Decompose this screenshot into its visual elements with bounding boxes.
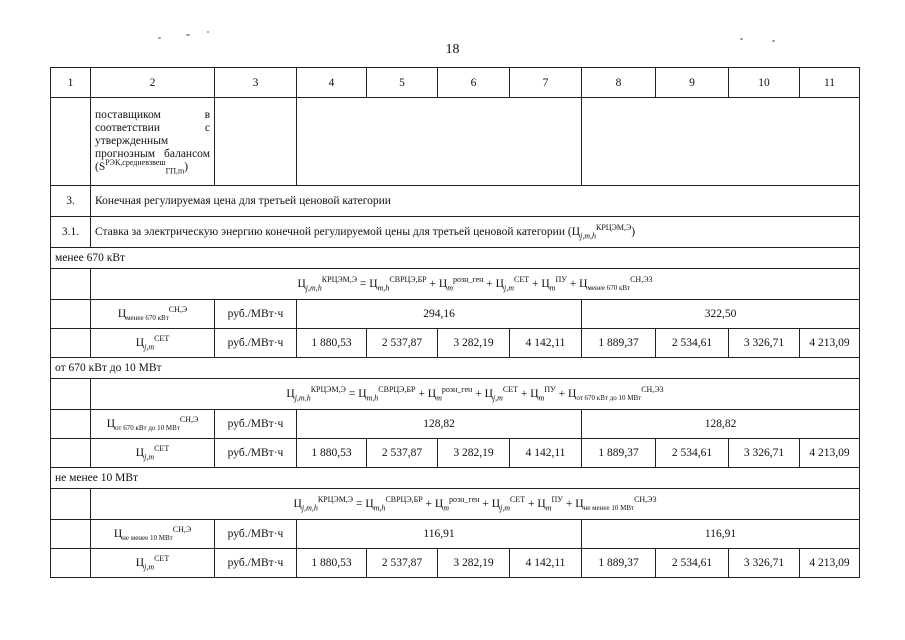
continuation-sup: РЭК,средневзвеш bbox=[105, 158, 166, 168]
symbol-sup: СЕТ bbox=[154, 554, 170, 564]
value-cell: 1 889,37 bbox=[582, 439, 656, 468]
group-label: от 670 кВт до 10 МВт bbox=[51, 358, 860, 379]
symbol-sub: j,m,h bbox=[294, 393, 311, 403]
symbol-sub: j,m bbox=[144, 452, 155, 462]
symbol-glyph: Ц bbox=[297, 278, 306, 290]
section-3-row bbox=[51, 186, 860, 217]
scan-speck bbox=[186, 34, 190, 36]
symbol-sup: СН,Э bbox=[634, 495, 653, 505]
footnote-mark: 3 bbox=[652, 495, 657, 505]
symbol-sub: j,m bbox=[492, 393, 503, 403]
symbol-sup: ПУ bbox=[551, 495, 563, 505]
value-cell: 128,82 bbox=[297, 410, 582, 439]
value-cell: 2 534,61 bbox=[656, 549, 729, 578]
symbol-sup: ПУ bbox=[555, 275, 567, 285]
symbol-sup: СН,Э bbox=[172, 525, 192, 535]
price-symbol bbox=[113, 525, 192, 542]
symbol-glyph: Ц bbox=[113, 528, 123, 540]
price-symbol bbox=[491, 495, 526, 513]
symbol-sup: КРЦЭМ,Э bbox=[321, 275, 358, 285]
symbol-sup: СЕТ bbox=[154, 334, 170, 344]
value-cell: 3 326,71 bbox=[729, 439, 800, 468]
formula: $Ц_{j,m,h}^{КРЦЭМ,Э} = Ц_{m,h}^{СВРЦЭ,БР} + Ц_m^{розн\_ген} + Ц_{j,m}^{СЕТ} + Ц_m^{ПУ} + Ц_{от 670 кВт до 10 МВт}^{СН,Э3}$ bbox=[91, 379, 860, 410]
symbol-sub: m bbox=[538, 393, 545, 403]
price-symbol bbox=[365, 495, 423, 513]
price-symbol bbox=[434, 495, 480, 513]
symbol-glyph: Ц bbox=[117, 308, 127, 320]
empty-cell bbox=[215, 98, 297, 186]
group-label: не менее 10 МВт bbox=[51, 468, 860, 489]
value-cell: 294,16 bbox=[297, 300, 582, 329]
price-symbol bbox=[106, 415, 199, 432]
value-cell: 1 880,53 bbox=[297, 549, 367, 578]
symbol-glyph: Ц bbox=[135, 447, 145, 459]
sn-row bbox=[51, 520, 860, 549]
set-row bbox=[51, 329, 860, 358]
symbol-sub: m bbox=[549, 283, 556, 293]
symbol-sup: СВРЦЭ,БР bbox=[378, 385, 416, 395]
row-symbol bbox=[91, 439, 215, 468]
value-cell: 4 213,09 bbox=[800, 439, 860, 468]
symbol-glyph: Ц bbox=[568, 388, 577, 400]
unit-cell: руб./МВт·ч bbox=[215, 300, 297, 329]
section-number: 3. bbox=[51, 186, 91, 217]
price-symbol bbox=[369, 275, 427, 293]
value-cell: 1 880,53 bbox=[297, 329, 367, 358]
symbol-sup: розн_ген bbox=[452, 275, 484, 285]
empty-cell bbox=[51, 439, 91, 468]
group-label-row bbox=[51, 248, 860, 269]
symbol-sup: СЕТ bbox=[502, 385, 518, 395]
section-3-1-row bbox=[51, 217, 860, 248]
groups-body bbox=[51, 248, 860, 578]
group-label-row bbox=[51, 358, 860, 379]
footnote-mark: 3 bbox=[659, 385, 664, 395]
symbol-sup: СН,Э bbox=[168, 305, 188, 315]
formula-row bbox=[51, 489, 860, 520]
unit-cell: руб./МВт·ч bbox=[215, 439, 297, 468]
column-number-cell: 11 bbox=[800, 68, 860, 98]
symbol-sup: КРЦЭМ,Э bbox=[310, 385, 346, 395]
symbol-glyph: Ц bbox=[491, 498, 501, 510]
symbol-sub: от 670 кВт до 10 МВт bbox=[576, 394, 642, 402]
value-cell: 2 534,61 bbox=[656, 329, 729, 358]
group-label: менее 670 кВт bbox=[51, 248, 860, 269]
column-number-cell: 4 bbox=[297, 68, 367, 98]
symbol-sub: m bbox=[447, 283, 453, 293]
symbol-glyph: Ц bbox=[575, 498, 584, 510]
column-number-cell: 1 bbox=[51, 68, 91, 98]
symbol-glyph: Ц bbox=[369, 278, 378, 290]
price-symbol bbox=[575, 495, 653, 512]
formula: $Ц_{j,m,h}^{КРЦЭМ,Э} = Ц_{m,h}^{СВРЦЭ,БР} + Ц_m^{розн\_ген} + Ц_{j,m}^{СЕТ} + Ц_m^{ПУ} + Ц_{не менее 10 МВт}^{СН,Э3}$ bbox=[91, 489, 860, 520]
symbol-sub: не менее 10 МВт bbox=[122, 534, 173, 542]
symbol-sub: m,h bbox=[377, 283, 390, 293]
value-cell: 2 537,87 bbox=[367, 329, 438, 358]
symbol-glyph: Ц bbox=[135, 557, 145, 569]
row-symbol bbox=[91, 300, 215, 329]
column-number-row bbox=[51, 68, 860, 98]
value-cell: 3 282,19 bbox=[438, 549, 510, 578]
symbol-sup: розн_ген bbox=[449, 495, 480, 505]
price-symbol bbox=[541, 275, 567, 293]
group-label-row bbox=[51, 468, 860, 489]
value-cell: 4 142,11 bbox=[510, 329, 582, 358]
symbol-sub: менее 670 кВт bbox=[587, 284, 631, 292]
column-number-cell: 6 bbox=[438, 68, 510, 98]
symbol-sup: СЕТ bbox=[513, 275, 530, 285]
price-symbol bbox=[293, 495, 354, 513]
sn-row bbox=[51, 300, 860, 329]
set-row bbox=[51, 549, 860, 578]
price-symbol bbox=[484, 385, 518, 403]
continuation-close: ) bbox=[184, 161, 189, 173]
column-number-cell: 2 bbox=[91, 68, 215, 98]
symbol-sup: СЕТ bbox=[510, 495, 526, 505]
value-cell: 4 142,11 bbox=[510, 439, 582, 468]
price-symbol bbox=[579, 275, 649, 292]
price-symbol bbox=[135, 554, 170, 572]
scan-speck bbox=[207, 31, 209, 33]
empty-cell bbox=[51, 489, 91, 520]
value-cell: 2 537,87 bbox=[367, 439, 438, 468]
symbol-sub: m bbox=[436, 393, 442, 403]
continuation-sub: ГП,m bbox=[165, 166, 185, 176]
empty-cell bbox=[51, 549, 91, 578]
symbol-sub: j,m bbox=[144, 562, 155, 572]
column-number-cell: 3 bbox=[215, 68, 297, 98]
row-symbol bbox=[91, 549, 215, 578]
value-cell: 1 889,37 bbox=[582, 549, 656, 578]
symbol-sub: j,m,h bbox=[301, 503, 318, 513]
empty-cell bbox=[51, 520, 91, 549]
footnote-mark: 3 bbox=[648, 275, 653, 285]
value-cell: 2 534,61 bbox=[656, 439, 729, 468]
column-number-cell: 5 bbox=[367, 68, 438, 98]
symbol-sup: розн_ген bbox=[441, 385, 473, 395]
symbol-glyph: Ц bbox=[537, 498, 546, 510]
symbol-sub: j,m bbox=[500, 503, 511, 513]
symbol-sub: j,m,h bbox=[305, 283, 322, 293]
formula-row bbox=[51, 379, 860, 410]
empty-cell bbox=[51, 410, 91, 439]
unit-cell: руб./МВт·ч bbox=[215, 329, 297, 358]
row-symbol bbox=[91, 410, 215, 439]
symbol-sub: m,h bbox=[366, 393, 379, 403]
row-symbol bbox=[91, 329, 215, 358]
symbol-glyph: Ц bbox=[286, 388, 295, 400]
empty-cell bbox=[51, 269, 91, 300]
value-cell: 4 142,11 bbox=[510, 549, 582, 578]
unit-cell: руб./МВт·ч bbox=[215, 410, 297, 439]
value-cell: 3 326,71 bbox=[729, 329, 800, 358]
scan-speck bbox=[158, 37, 161, 39]
symbol-glyph: Ц bbox=[434, 498, 444, 510]
value-cell: 2 537,87 bbox=[367, 549, 438, 578]
price-symbol bbox=[286, 385, 346, 403]
symbol-glyph: Ц bbox=[541, 278, 550, 290]
price-symbol bbox=[530, 385, 556, 403]
symbol-glyph: Ц bbox=[293, 498, 302, 510]
tariff-table bbox=[50, 67, 860, 578]
symbol-sub: j,m bbox=[144, 342, 155, 352]
value-cell: 322,50 bbox=[582, 300, 860, 329]
symbol-sup: СВРЦЭ,БР bbox=[389, 275, 427, 285]
continuation-row bbox=[51, 98, 860, 186]
unit-cell: руб./МВт·ч bbox=[215, 520, 297, 549]
symbol-sup: СВРЦЭ,БР bbox=[385, 495, 423, 505]
column-number-cell: 8 bbox=[582, 68, 656, 98]
symbol-glyph: Ц bbox=[135, 337, 145, 349]
price-symbol bbox=[438, 275, 484, 293]
symbol-sup: СН,Э bbox=[630, 275, 649, 285]
continuation-text-cell bbox=[91, 98, 215, 186]
sn-row bbox=[51, 410, 860, 439]
column-number-cell: 10 bbox=[729, 68, 800, 98]
symbol-glyph: Ц bbox=[365, 498, 374, 510]
price-symbol bbox=[358, 385, 416, 403]
formula: $Ц_{j,m,h}^{КРЦЭМ,Э} = Ц_{m,h}^{СВРЦЭ,БР} + Ц_m^{розн\_ген} + Ц_{j,m}^{СЕТ} + Ц_m^{ПУ} + Ц_{менее 670 кВт}^{СН,Э3}$ bbox=[91, 269, 860, 300]
scan-speck bbox=[740, 38, 743, 40]
symbol-glyph: Ц bbox=[358, 388, 367, 400]
price-symbol bbox=[297, 275, 358, 293]
symbol-sub: менее 670 кВт bbox=[126, 314, 169, 322]
set-row bbox=[51, 439, 860, 468]
section-title-cell bbox=[91, 217, 860, 248]
symbol-sup: СЕТ bbox=[154, 444, 170, 454]
value-cell: 116,91 bbox=[582, 520, 860, 549]
column-number-cell: 9 bbox=[656, 68, 729, 98]
symbol-glyph: Ц bbox=[427, 388, 437, 400]
price-symbol bbox=[135, 334, 170, 352]
continuation-text: поставщиком в соответствии с утвержденным прогнозным балансом (S bbox=[95, 109, 210, 173]
value-cell: 3 326,71 bbox=[729, 549, 800, 578]
symbol-sup: СН,Э bbox=[641, 385, 660, 395]
price-symbol bbox=[427, 385, 473, 403]
row-symbol bbox=[91, 520, 215, 549]
symbol-glyph: Ц bbox=[579, 278, 588, 290]
empty-cell bbox=[51, 300, 91, 329]
value-cell: 1 889,37 bbox=[582, 329, 656, 358]
symbol-sub: m bbox=[545, 503, 552, 513]
symbol-sub: m bbox=[443, 503, 450, 513]
value-cell: 128,82 bbox=[582, 410, 860, 439]
price-symbol bbox=[135, 444, 170, 462]
value-cell: 4 213,09 bbox=[800, 549, 860, 578]
symbol-sub: не менее 10 МВт bbox=[583, 504, 635, 512]
symbol-glyph: Ц bbox=[530, 388, 539, 400]
section-number: 3.1. bbox=[51, 217, 91, 248]
value-cell: 4 213,09 bbox=[800, 329, 860, 358]
value-cell: 3 282,19 bbox=[438, 329, 510, 358]
empty-cell bbox=[297, 98, 582, 186]
price-symbol bbox=[495, 275, 530, 293]
symbol-glyph: Ц bbox=[106, 418, 116, 430]
value-cell: 1 880,53 bbox=[297, 439, 367, 468]
section-title: Ставка за электрическую энергию конечной регулируемой цены для третьей ценовой категории (Ц bbox=[95, 226, 581, 238]
value-cell: 116,91 bbox=[297, 520, 582, 549]
page-number: 18 bbox=[445, 42, 460, 57]
title-sup: КРЦЭМ,Э bbox=[596, 223, 632, 233]
empty-cell bbox=[51, 379, 91, 410]
symbol-sup: ПУ bbox=[544, 385, 556, 395]
price-symbol bbox=[537, 495, 563, 513]
formula-row bbox=[51, 269, 860, 300]
empty-cell bbox=[51, 98, 91, 186]
symbol-sub: от 670 кВт до 10 МВт bbox=[115, 424, 180, 432]
price-symbol bbox=[568, 385, 660, 402]
column-number-cell: 7 bbox=[510, 68, 582, 98]
title-close: ) bbox=[631, 226, 636, 238]
empty-cell bbox=[582, 98, 860, 186]
section-title: Конечная регулируемая цена для третьей ценовой категории bbox=[91, 186, 860, 217]
price-symbol bbox=[117, 305, 188, 322]
symbol-sup: КРЦЭМ,Э bbox=[317, 495, 354, 505]
unit-cell: руб./МВт·ч bbox=[215, 549, 297, 578]
symbol-sup: СН,Э bbox=[179, 415, 199, 425]
symbol-glyph: Ц bbox=[495, 278, 504, 290]
value-cell: 3 282,19 bbox=[438, 439, 510, 468]
symbol-glyph: Ц bbox=[484, 388, 493, 400]
title-sub: j,m,h bbox=[580, 231, 597, 241]
symbol-sub: m,h bbox=[373, 503, 386, 513]
symbol-sub: j,m bbox=[503, 283, 514, 293]
symbol-glyph: Ц bbox=[438, 278, 448, 290]
empty-cell bbox=[51, 329, 91, 358]
